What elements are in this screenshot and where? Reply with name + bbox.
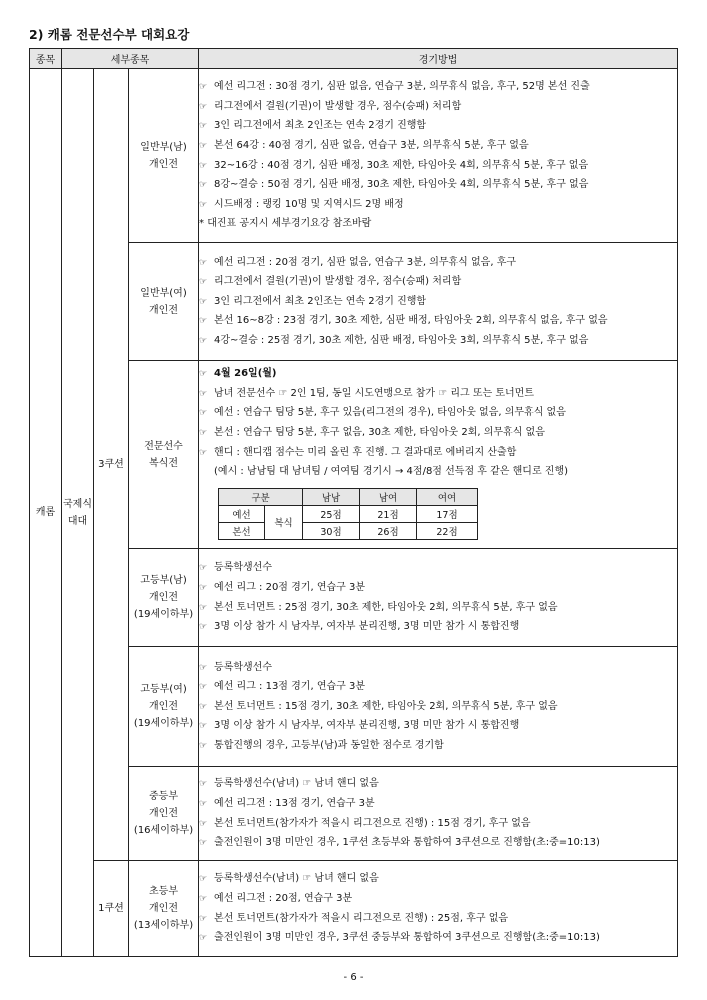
method-text: 3명 이상 참가 시 남자부, 여자부 분리진행, 3명 미만 참가 시 통합진행 [214, 621, 520, 633]
method-line [199, 384, 677, 404]
method-line [199, 97, 677, 117]
method-text: 3명 이상 참가 시 남자부, 여자부 분리진행, 3명 미만 참가 시 통합진행 [214, 720, 520, 732]
pointing-hand-icon: ☞ [199, 740, 208, 751]
method-text: 4강~결승 : 25점 경기, 30초 제한, 심판 배정, 타임아웃 3회, 의무휴식 5분, 후구 없음 [214, 334, 589, 346]
method-line [199, 443, 677, 463]
pointing-hand-icon: ☞ [199, 582, 208, 593]
method-text: 리그전에서 결원(기권)이 발생할 경우, 점수(승패) 처리함 [214, 276, 462, 288]
pointing-hand-icon: ☞ [199, 180, 208, 191]
method-line [199, 578, 677, 598]
method-line [199, 617, 677, 637]
method-text: 시드배정 : 랭킹 10명 및 지역시드 2명 배정 [214, 198, 404, 210]
handicap-value: 26점 [360, 522, 417, 539]
pointing-hand-icon: ☞ [199, 101, 208, 112]
pointing-hand-icon: ☞ [199, 447, 208, 458]
pointing-hand-icon: ☞ [199, 779, 208, 790]
method-text: 3인 리그전에서 최초 2인조는 연속 2경기 진행함 [214, 295, 427, 307]
division-method [199, 767, 678, 861]
division-method [199, 243, 678, 361]
method-text: 핸디 : 핸디캡 점수는 미리 올린 후 진행. 그 결과대로 에버리지 산출함 [214, 446, 517, 458]
method-line [199, 311, 677, 331]
method-line [199, 697, 677, 717]
method-text: 예선 리그 : 13점 경기, 연습구 3분 [214, 681, 365, 693]
pointing-hand-icon: ☞ [199, 82, 208, 93]
method-line [199, 598, 677, 618]
method-text: 등록학생선수 [214, 562, 272, 574]
note-text: * 대진표 공지시 세부경기요강 참조바람 [199, 218, 372, 230]
method-text: 본선 토너먼트 : 15점 경기, 30초 제한, 타임아웃 2회, 의무휴식 5분, 후구 없음 [214, 700, 558, 712]
handicap-table [218, 488, 478, 540]
handicap-row-label: 본선 [219, 522, 265, 539]
method-text: 등록학생선수(남녀) ☞ 남녀 핸디 없음 [214, 778, 379, 790]
pointing-hand-icon: ☞ [199, 818, 208, 829]
pointing-hand-icon: ☞ [199, 388, 208, 399]
pointing-hand-icon: ☞ [199, 721, 208, 732]
page-number: - 6 - [343, 972, 364, 983]
method-text: 8강~결승 : 50점 경기, 심판 배정, 30초 제한, 타임아웃 4회, 의무휴식 5분, 후구 없음 [214, 179, 589, 191]
method-line [199, 716, 677, 736]
division-name: 중등부 개인전 (16세이하부) [129, 767, 199, 861]
method-text: 본선 16~8강 : 23점 경기, 30초 제한, 심판 배정, 타임아웃 2회, 의무휴식 없음, 후구 없음 [214, 315, 608, 327]
method-line [199, 331, 677, 351]
method-line [199, 175, 677, 195]
method-text: 출전인원이 3명 미만인 경우, 3쿠션 중등부와 통합하여 3쿠션으로 진행함(초:중=10:13) [214, 932, 600, 944]
handicap-header: 남남 [303, 488, 360, 505]
method-line [199, 814, 677, 834]
method-line [199, 195, 677, 215]
pointing-hand-icon: ☞ [199, 682, 208, 693]
division-method [199, 69, 678, 243]
handicap-header: 여여 [417, 488, 478, 505]
pointing-hand-icon: ☞ [199, 602, 208, 613]
method-text: 예선 리그전 : 30점 경기, 심판 없음, 연습구 3분, 의무휴식 없음, 후구, 52명 본선 진출 [214, 81, 590, 93]
handicap-value: 30점 [303, 522, 360, 539]
pointing-hand-icon: ☞ [199, 428, 208, 438]
method-text: 본선 토너먼트 : 25점 경기, 30초 제한, 타임아웃 2회, 의무휴식 5분, 후구 없음 [214, 601, 558, 613]
competition-table [29, 48, 678, 957]
handicap-row-label: 예선 [219, 505, 265, 522]
pointing-hand-icon: ☞ [199, 798, 208, 809]
pointing-hand-icon: ☞ [199, 335, 208, 346]
method-line [199, 677, 677, 697]
sub-event-cell: 국제식 대대 [62, 69, 94, 957]
handicap-value: 22점 [417, 522, 478, 539]
division-method [199, 861, 678, 957]
division-name: 고등부(여) 개인전 (19세이하부) [129, 647, 199, 767]
pointing-hand-icon: ☞ [199, 296, 208, 307]
method-text: 본선 토너먼트(참가자가 적을시 리그전으로 진행) : 25점, 후구 없음 [214, 912, 509, 924]
pointing-hand-icon: ☞ [199, 893, 208, 904]
pointing-hand-icon: ☞ [199, 140, 208, 151]
pointing-hand-icon: ☞ [199, 121, 208, 132]
cushion-3-cell: 3쿠션 [94, 69, 129, 861]
pointing-hand-icon: ☞ [199, 316, 208, 327]
cushion-1-cell: 1쿠션 [94, 861, 129, 957]
handicap-header: 구분 [219, 488, 303, 505]
method-line [199, 403, 677, 423]
header-event: 종목 [30, 49, 62, 69]
method-text: 본선 토너먼트(참가자가 적을시 리그전으로 진행) : 15점 경기, 후구 없음 [214, 817, 531, 829]
method-line [199, 909, 677, 929]
pointing-hand-icon: ☞ [199, 408, 208, 419]
division-name: 초등부 개인전 (13세이하부) [129, 861, 199, 957]
handicap-header: 남여 [360, 488, 417, 505]
handicap-row [219, 505, 478, 522]
event-cell: 캐롬 [30, 69, 62, 957]
handicap-value: 21점 [360, 505, 417, 522]
method-line [199, 272, 677, 292]
header-sub-event: 세부종목 [62, 49, 199, 69]
method-text: 통합진행의 경우, 고등부(남)과 동일한 점수로 경기함 [214, 739, 444, 751]
pointing-hand-icon: ☞ [199, 933, 208, 944]
pointing-hand-icon: ☞ [199, 913, 208, 924]
method-line [199, 869, 677, 889]
method-line [199, 833, 677, 853]
pointing-hand-icon: ☞ [199, 277, 208, 288]
division-name: 고등부(남) 개인전 (19세이하부) [129, 549, 199, 647]
pointing-hand-icon: ☞ [199, 662, 208, 673]
pointing-hand-icon: ☞ [199, 369, 208, 380]
pointing-hand-icon: ☞ [199, 701, 208, 712]
method-text: 리그전에서 결원(기권)이 발생할 경우, 점수(승패) 처리함 [214, 100, 462, 112]
method-line [199, 77, 677, 97]
method-line [199, 136, 677, 156]
method-line [199, 558, 677, 578]
handicap-value: 17점 [417, 505, 478, 522]
method-text: 예선 리그전 : 13점 경기, 연습구 3분 [214, 797, 375, 809]
method-text: 등록학생선수 [214, 661, 272, 673]
method-line [199, 423, 677, 443]
pointing-hand-icon: ☞ [199, 874, 208, 885]
method-text: 본선 64강 : 40점 경기, 심판 없음, 연습구 3분, 의무휴식 5분, 후구 없음 [214, 139, 529, 151]
section-title: 2) 캐롬 전문선수부 대회요강 [29, 27, 190, 42]
division-method [199, 361, 678, 549]
header-row [30, 49, 678, 69]
division-row [30, 861, 678, 957]
handicap-doubles-cell: 복식 [265, 505, 303, 539]
method-text: 예선 리그전 : 20점 경기, 심판 없음, 연습구 3분, 의무휴식 없음, 후구 [214, 256, 517, 268]
handicap-value: 25점 [303, 505, 360, 522]
method-text: 32~16강 : 40점 경기, 심판 배정, 30초 제한, 타임아웃 4회, 의무휴식 5분, 후구 없음 [214, 159, 589, 171]
method-line [199, 253, 677, 273]
division-method [199, 549, 678, 647]
method-line [199, 156, 677, 176]
handicap-header-row [219, 488, 478, 505]
header-method: 경기방법 [199, 49, 678, 69]
method-text: 출전인원이 3명 미만인 경우, 1쿠션 초등부와 통합하여 3쿠션으로 진행함(초:중=10:13) [214, 837, 600, 849]
method-line [199, 794, 677, 814]
pointing-hand-icon: ☞ [199, 563, 208, 574]
method-text: 본선 : 연습구 팀당 5분, 후구 없음, 30초 제한, 타임아웃 2회, 의무휴식 없음 [214, 427, 545, 438]
method-text: 예선 : 연습구 팀당 5분, 후구 있음(리그전의 경우), 타임아웃 없음, 의무휴식 없음 [214, 407, 566, 419]
method-line [199, 116, 677, 136]
pointing-hand-icon: ☞ [199, 160, 208, 171]
pointing-hand-icon: ☞ [199, 199, 208, 210]
method-text: 남녀 전문선수 ☞ 2인 1팀, 동일 시도연맹으로 참가 ☞ 리그 또는 토너먼트 [214, 387, 534, 399]
example-text: (예시 : 남남팀 대 남녀팀 / 여여팀 경기시 → 4점/8점 선득점 후 같은 핸디로 진행) [214, 466, 569, 478]
method-line [199, 889, 677, 909]
pointing-hand-icon: ☞ [199, 257, 208, 268]
division-name: 일반부(여) 개인전 [129, 243, 199, 361]
method-line [199, 736, 677, 756]
pointing-hand-icon: ☞ [199, 622, 208, 633]
handicap-row [219, 522, 478, 539]
method-text: 예선 리그전 : 20점, 연습구 3분 [214, 892, 353, 904]
method-text: 예선 리그 : 20점 경기, 연습구 3분 [214, 581, 365, 593]
method-line [199, 928, 677, 948]
division-method [199, 647, 678, 767]
division-name: 일반부(남) 개인전 [129, 69, 199, 243]
method-line [199, 774, 677, 794]
division-name: 전문선수 복식전 [129, 361, 199, 549]
division-row [30, 69, 678, 243]
method-text: 4월 26일(월) [214, 368, 277, 380]
method-text: 3인 리그전에서 최초 2인조는 연속 2경기 진행함 [214, 120, 427, 132]
pointing-hand-icon: ☞ [199, 838, 208, 849]
method-line [199, 292, 677, 312]
method-line [199, 364, 677, 384]
method-text: 등록학생선수(남녀) ☞ 남녀 핸디 없음 [214, 873, 379, 885]
method-line [199, 658, 677, 678]
